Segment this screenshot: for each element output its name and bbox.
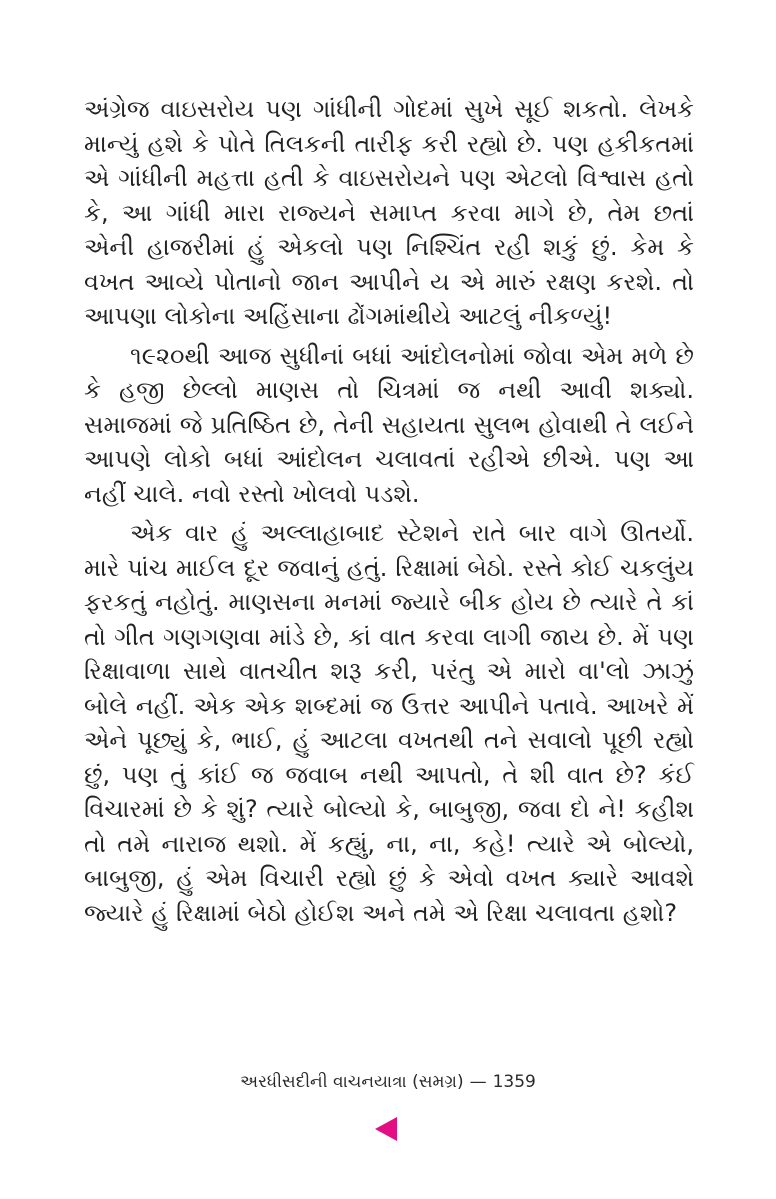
left-triangle-icon[interactable]: [375, 1117, 397, 1141]
footer-page-number: 1359: [492, 1072, 536, 1092]
footer-separator: —: [469, 1072, 487, 1092]
page-footer: [0, 1072, 776, 1092]
page-text: [84, 92, 694, 935]
footer-book-title: અરધીસદીની વાચનયાત્રા (સમગ્ર): [240, 1072, 464, 1092]
paragraph: અંગ્રેજ વાઇસરોય પણ ગાંધીની ગોદમાં સુખે સૂઈ શકતો. લેખકે માન્યું હશે કે પોતે તિલકની તારીફ કરી રહ્યો છે. પણ હકીકતમાં એ ગાંધીની મહત્તા હતી કે વાઇસરોયને પણ એટલો વિશ્વાસ હતો કે, આ ગાંધી મારા રાજ્યને સમાપ્ત કરવા માગે છે, તેમ છતાં એની હાજરીમાં હું એકલો પણ નિશ્ચિંત રહી શકું છું. કેમ કે વખત આવ્યે પોતાનો જાન આપીને ય એ મારું રક્ષણ કરશે. તો આપણા લોકોના અહિંસાના ઢોંગમાંથીયે આટલું નીકળ્યું!: [84, 95, 694, 330]
paragraph: ૧૯૨૦થી આજ સુધીનાં બધાં આંદોલનોમાં જોવા એમ મળે છે કે હજી છેલ્લો માણસ તો ચિત્રમાં જ નથી આવી શક્યો. સમાજમાં જે પ્રતિષ્ઠિત છે, તેની સહાયતા સુલભ હોવાથી તે લઈને આપણે લોકો બધાં આંદોલન ચલાવતાં રહીએ છીએ. પણ આ નહીં ચાલે. નવો રસ્તો ખોલવો પડશે.: [84, 341, 694, 508]
paragraph: એક વાર હું અલ્લાહાબાદ સ્ટેશને રાતે બાર વાગે ઊતર્યો. મારે પાંચ માઈલ દૂર જવાનું હતું. રિક્ષામાં બેઠો. રસ્તે કોઈ ચકલુંય ફરકતું નહોતું. માણસના મનમાં જ્યારે બીક હોય છે ત્યારે તે કાં તો ગીત ગણગણવા માંડે છે, કાં વાત કરવા લાગી જાય છે. મેં પણ રિક્ષાવાળા સાથે વાતચીત શરૂ કરી, પરંતુ એ મારો વા'લો ઝાઝું બોલે નહીં. એક એક શબ્દમાં જ ઉત્તર આપીને પતાવે. આખરે મેં એને પૂછ્યું કે, ભાઈ, હું આટલા વખતથી તને સવાલો પૂછી રહ્યો છું, પણ તું કાંઈ જ જવાબ નથી આપતો, તે શી વાત છે? કંઈ વિચારમાં છે કે શું? ત્યારે બોલ્યો કે, બાબુજી, જવા દો ને! કહીશ તો તમે નારાજ થશો. મેં કહ્યું, ના, ના, કહે! ત્યારે એ બોલ્યો, બાબુજી, હું એમ વિચારી રહ્યો છું કે એવો વખત ક્યારે આવશે જ્યારે હું રિક્ષામાં બેઠો હોઈશ અને તમે એ રિક્ષા ચલાવતા હશો?: [84, 519, 694, 927]
